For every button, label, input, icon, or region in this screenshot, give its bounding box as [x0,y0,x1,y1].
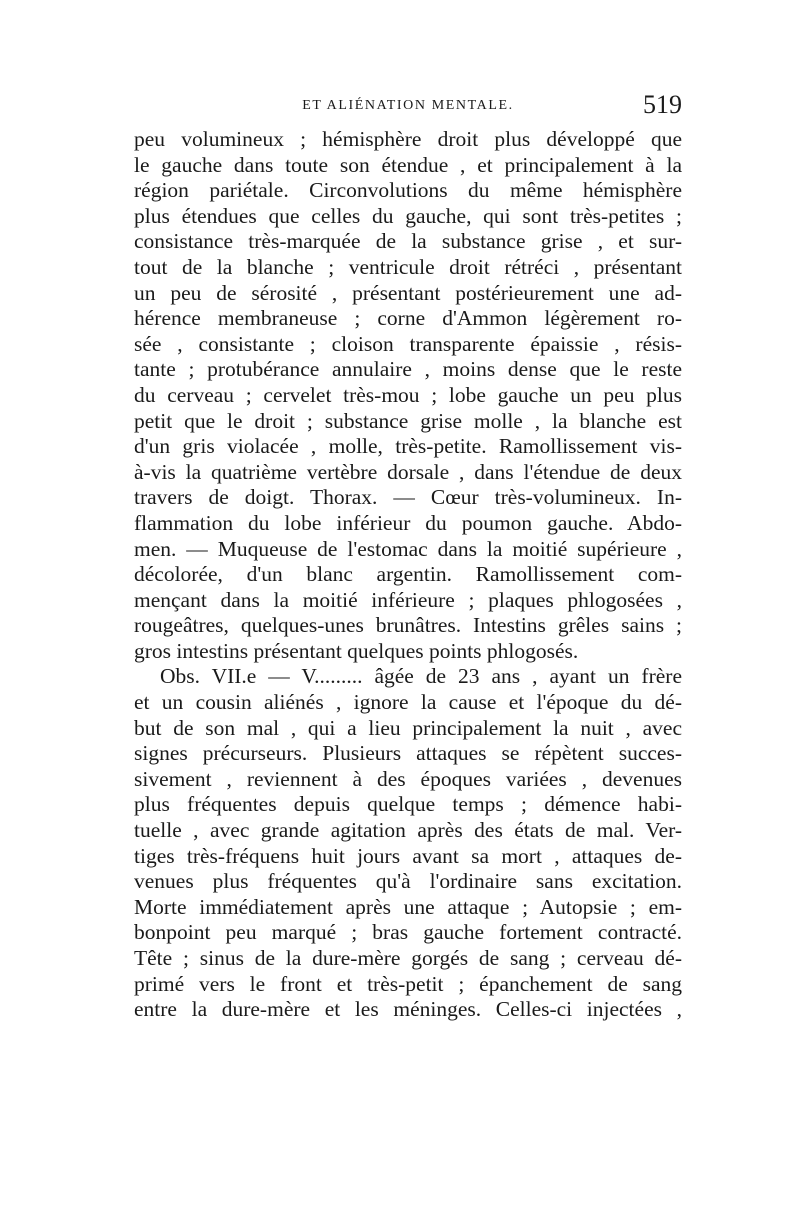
text-line: tuelle , avec grande agitation après des états de mal. Ver- [134,818,682,843]
text-line: rougeâtres, quelques-unes brunâtres. Intestins grêles sains ; [134,613,682,638]
text-line: entre la dure-mère et les méninges. Celles-ci injectées , [134,997,682,1022]
text-line: signes précurseurs. Plusieurs attaques se répètent succes- [134,741,682,766]
text-line: du cerveau ; cervelet très-mou ; lobe gauche un peu plus [134,382,682,407]
text-line: but de son mal , qui a lieu principalement la nuit , avec [134,715,682,740]
text-line: région pariétale. Circonvolutions du même hémisphère [134,178,682,203]
text-line: Obs. VII.e — V......... âgée de 23 ans , ayant un frère [160,664,682,689]
text-line: consistance très-marquée de la substance grise , et sur- [134,229,682,254]
body-text [134,127,682,1023]
text-line: le gauche dans toute son étendue , et principalement à la [134,152,682,177]
text-line: plus fréquentes depuis quelque temps ; démence habi- [134,792,682,817]
text-line: plus étendues que celles du gauche, qui sont très-petites ; [134,203,682,228]
text-line: men. — Muqueuse de l'estomac dans la moitié supérieure , [134,536,682,561]
text-line: peu volumineux ; hémisphère droit plus développé que [134,127,682,151]
text-line: d'un gris violacée , molle, très-petite. Ramollissement vis- [134,434,682,459]
text-line: bonpoint peu marqué ; bras gauche fortement contracté. [134,920,682,945]
text-line: petit que le droit ; substance grise molle , la blanche est [134,408,682,433]
text-line: à-vis la quatrième vertèbre dorsale , dans l'étendue de deux [134,459,682,484]
running-title: ET ALIÉNATION MENTALE. [302,98,514,113]
text-line: un peu de sérosité , présentant postérieurement une ad- [134,280,682,305]
text-line: primé vers le front et très-petit ; épanchement de sang [134,971,682,996]
text-line: mençant dans la moitié inférieure ; plaques phlogosées , [134,587,682,612]
text-line: flammation du lobe inférieur du poumon gauche. Abdo- [134,510,682,535]
text-line: sée , consistante ; cloison transparente épaissie , résis- [134,331,682,356]
text-line: tiges très-fréquens huit jours avant sa mort , attaques de- [134,843,682,868]
page-number: 519 [643,90,682,119]
text-line: tante ; protubérance annulaire , moins dense que le reste [134,357,682,382]
running-head [134,90,682,126]
text-line: et un cousin aliénés , ignore la cause et l'époque du dé- [134,690,682,715]
text-line: décolorée, d'un blanc argentin. Ramollissement com- [134,562,682,587]
text-line: travers de doigt. Thorax. — Cœur très-volumineux. In- [134,485,682,510]
text-line: hérence membraneuse ; corne d'Ammon légèrement ro- [134,306,682,331]
text-line: Tête ; sinus de la dure-mère gorgés de sang ; cerveau dé- [134,946,682,970]
text-line: venues plus fréquentes qu'à l'ordinaire sans excitation. [134,869,682,894]
text-line: gros intestins présentant quelques points phlogosés. [134,638,579,663]
text-line: Morte immédiatement après une attaque ; Autopsie ; em- [134,894,682,919]
text-line: sivement , reviennent à des époques variées , devenues [134,766,682,791]
text-line: tout de la blanche ; ventricule droit rétréci , présentant [134,254,682,279]
